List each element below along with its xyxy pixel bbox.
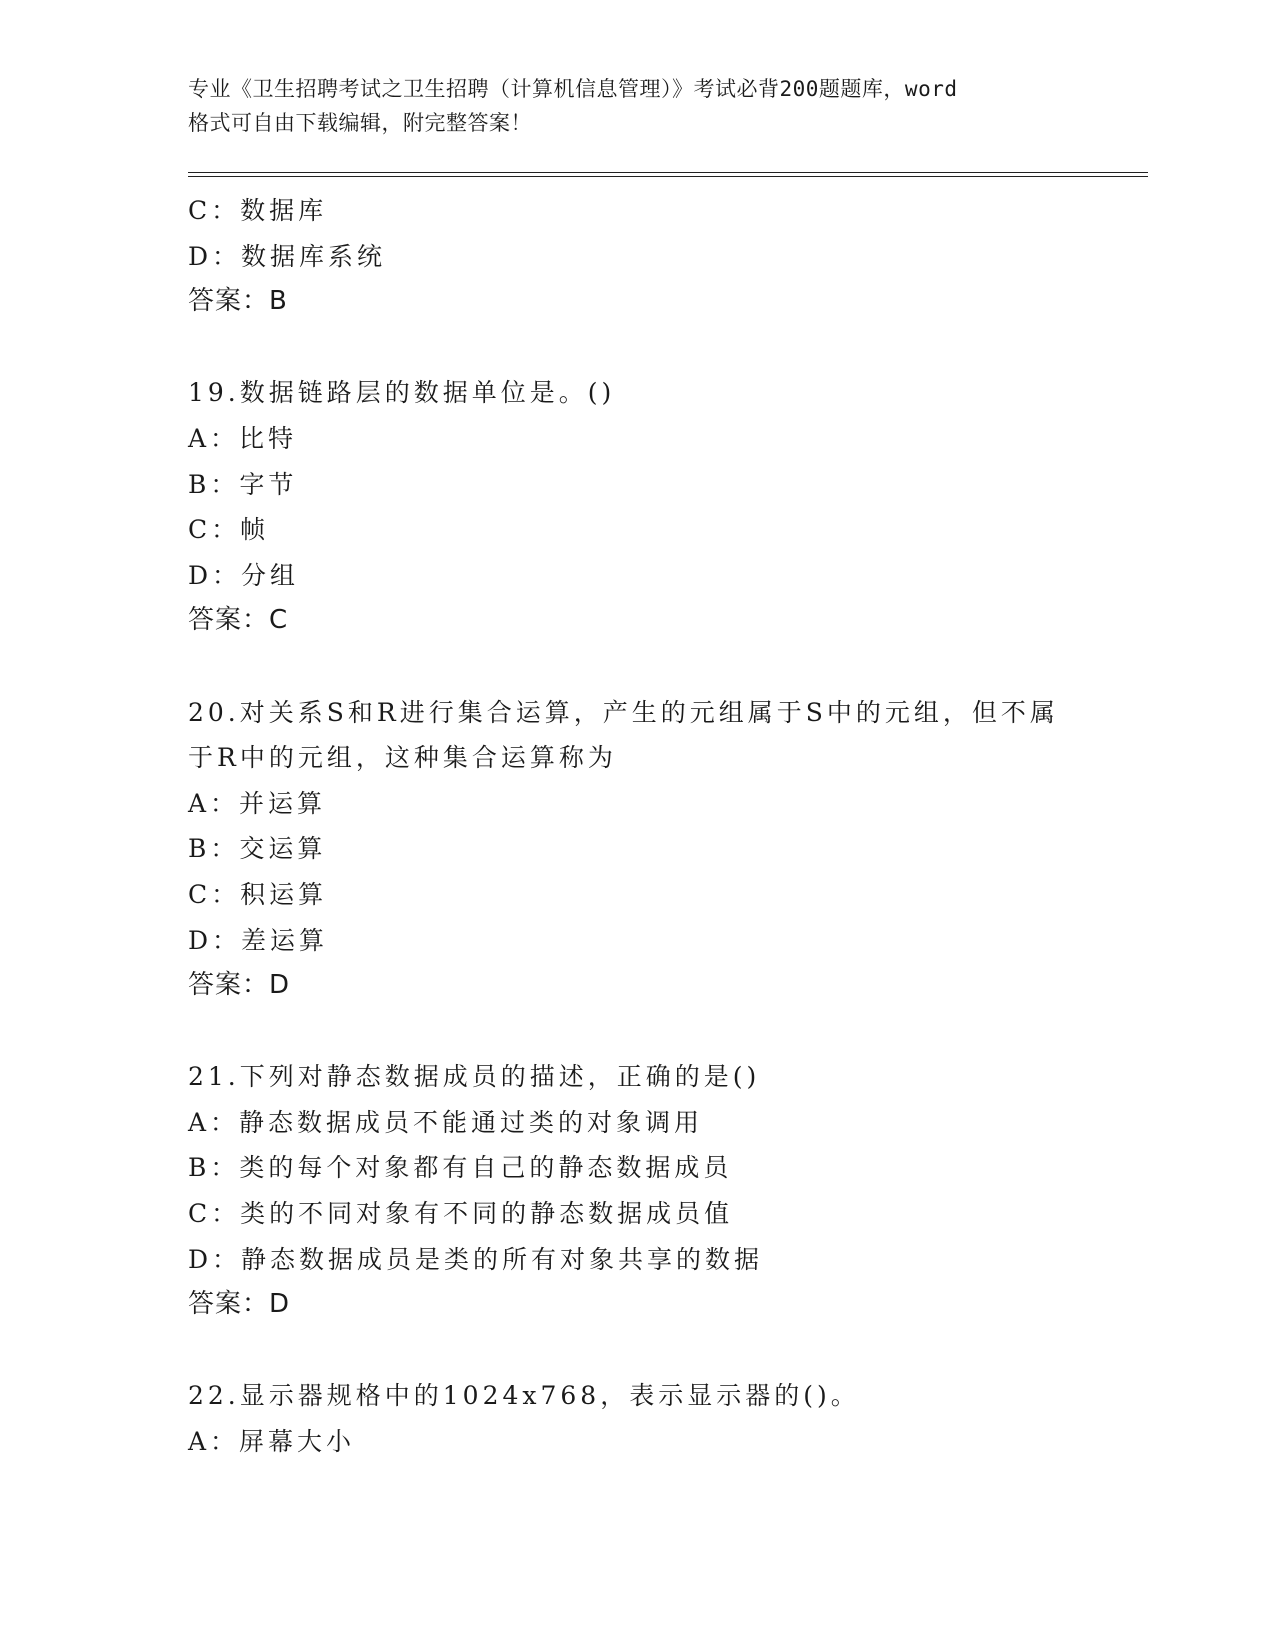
option-b: B：交运算 — [188, 834, 327, 864]
option-d: D：分组 — [188, 560, 300, 590]
option-a: A：屏幕大小 — [188, 1427, 356, 1457]
header-line-1: 专业《卫生招聘考试之卫生招聘（计算机信息管理）》考试必背200题题库，word — [188, 77, 958, 101]
previous-question-tail — [188, 188, 1108, 325]
question-stem: 19.数据链路层的数据单位是。() — [188, 378, 616, 408]
question-20 — [188, 690, 1108, 1009]
answer: 答案：C — [188, 605, 289, 636]
question-21 — [188, 1054, 1108, 1328]
header-line-2: 格式可自由下载编辑，附完整答案！ — [188, 111, 532, 135]
option-c: C：类的不同对象有不同的静态数据成员值 — [188, 1199, 734, 1229]
header-rule-bottom — [188, 176, 1148, 177]
option-a: A：比特 — [188, 423, 298, 453]
option-c: C：积运算 — [188, 879, 328, 909]
option-d: D：差运算 — [188, 925, 329, 955]
option-a: A：并运算 — [188, 788, 327, 818]
answer: 答案：D — [188, 970, 291, 1001]
option-b: B：字节 — [188, 469, 298, 499]
question-stem: 21.下列对静态数据成员的描述，正确的是() — [188, 1062, 761, 1092]
question-22 — [188, 1373, 1108, 1464]
option-a: A：静态数据成员不能通过类的对象调用 — [188, 1107, 704, 1137]
question-19 — [188, 370, 1108, 644]
option-d: D：静态数据成员是类的所有对象共享的数据 — [188, 1244, 764, 1274]
question-stem-line-2: 于R中的元组，这种集合运算称为 — [188, 743, 617, 773]
option-c: C：数据库 — [188, 196, 328, 225]
question-stem-line-1: 20.对关系S和R进行集合运算，产生的元组属于S中的元组，但不属 — [188, 697, 1059, 727]
answer: 答案：B — [188, 286, 288, 317]
question-stem: 22.显示器规格中的1024x768，表示显示器的()。 — [188, 1381, 860, 1411]
option-d: D：数据库系统 — [188, 241, 387, 271]
option-c: C：帧 — [188, 515, 270, 545]
header-rule-top — [188, 172, 1148, 173]
answer: 答案：D — [188, 1289, 291, 1320]
option-b: B：类的每个对象都有自己的静态数据成员 — [188, 1153, 733, 1183]
document-header — [188, 72, 1088, 140]
question-list — [188, 188, 1108, 1465]
